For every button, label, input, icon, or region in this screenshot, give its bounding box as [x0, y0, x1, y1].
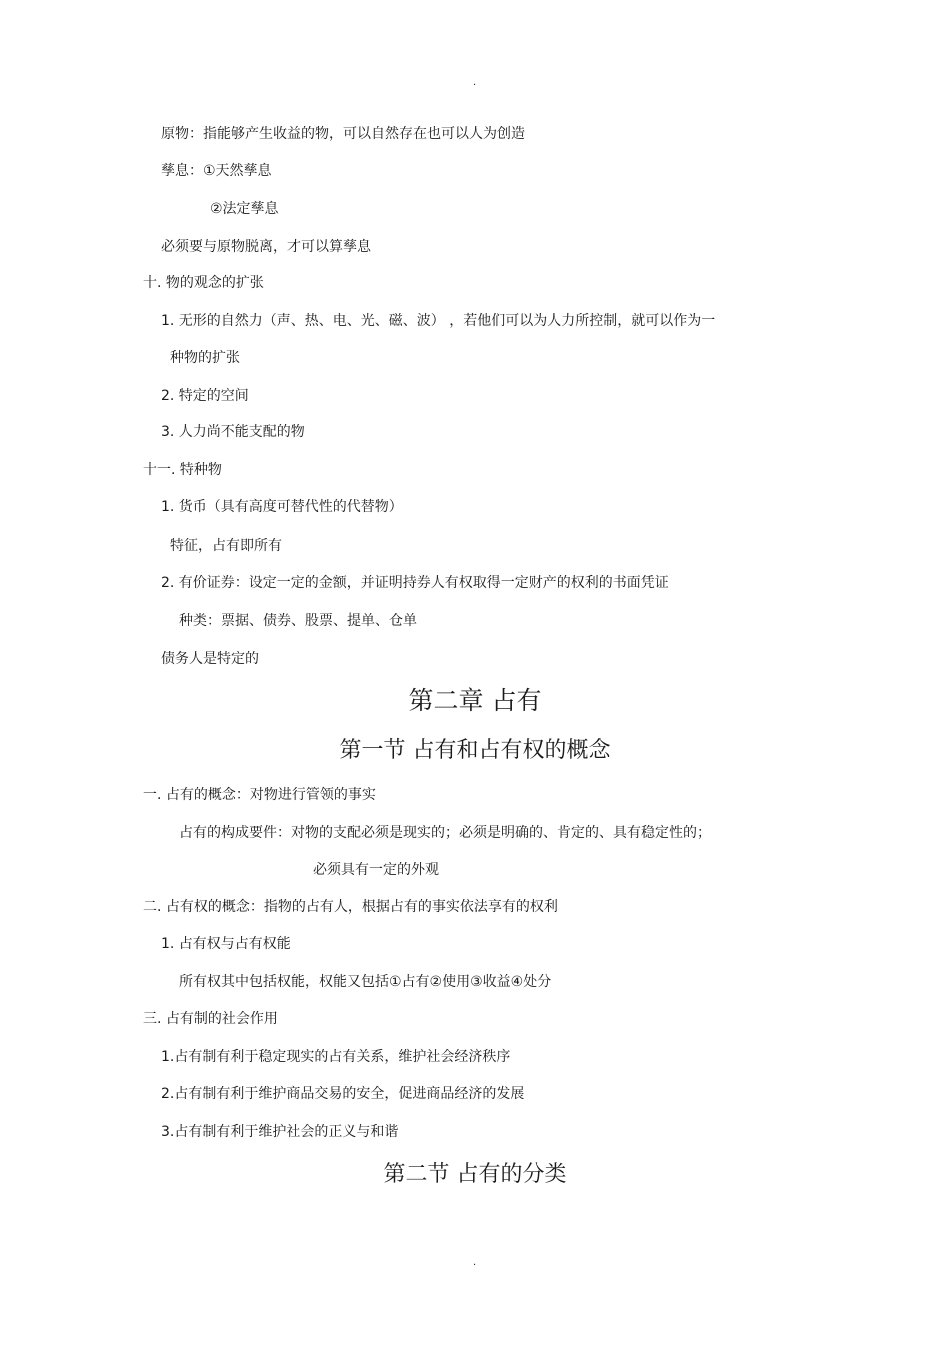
list-item: 2. 特定的空间	[161, 388, 249, 404]
text-line: 所有权其中包括权能，权能又包括①占有②使用③收益④处分	[179, 974, 552, 990]
list-item: 3. 人力尚不能支配的物	[161, 424, 305, 440]
list-item: 1.占有制有利于稳定现实的占有关系，维护社会经济秩序	[161, 1049, 511, 1065]
text-line: 种类：票据、债券、股票、提单、仓单	[179, 613, 417, 629]
text-line: 种物的扩张	[170, 350, 240, 366]
list-heading: 二. 占有权的概念：指物的占有人，根据占有的事实依法享有的权利	[143, 899, 558, 915]
list-heading: 三. 占有制的社会作用	[143, 1011, 278, 1027]
list-item: 1. 占有权与占有权能	[161, 936, 291, 952]
text-line: 特征，占有即所有	[170, 538, 282, 554]
list-item: 1. 无形的自然力（声、热、电、光、磁、波） ，若他们可以为人力所控制，就可以作为一	[161, 313, 716, 329]
text-line: 债务人是特定的	[161, 651, 259, 667]
list-heading: 一. 占有的概念：对物进行管领的事实	[143, 787, 376, 803]
section-title: 第一节 占有和占有权的概念	[339, 738, 611, 763]
text-line: 必须具有一定的外观	[313, 862, 439, 878]
text-line: ②法定孳息	[210, 201, 279, 217]
text-line: 孳息：①天然孳息	[161, 163, 272, 179]
list-item: 2. 有价证券：设定一定的金额，并证明持券人有权取得一定财产的权利的书面凭证	[161, 575, 669, 591]
list-heading: 十. 物的观念的扩张	[143, 275, 264, 291]
list-item: 2.占有制有利于维护商品交易的安全，促进商品经济的发展	[161, 1086, 525, 1102]
chapter-title: 第二章 占有	[408, 686, 542, 715]
footer-mark: .	[473, 1257, 477, 1268]
header-mark: .	[473, 77, 477, 88]
section-title: 第二节 占有的分类	[383, 1162, 567, 1187]
list-heading: 十一. 特种物	[143, 462, 222, 478]
text-line: 必须要与原物脱离，才可以算孳息	[161, 239, 371, 255]
list-item: 1. 货币（具有高度可替代性的代替物）	[161, 499, 403, 515]
list-item: 3.占有制有利于维护社会的正义与和谐	[161, 1124, 399, 1140]
text-line: 占有的构成要件：对物的支配必须是现实的；必须是明确的、肯定的、具有稳定性的；	[179, 825, 711, 841]
text-line: 原物：指能够产生收益的物，可以自然存在也可以人为创造	[161, 126, 525, 142]
